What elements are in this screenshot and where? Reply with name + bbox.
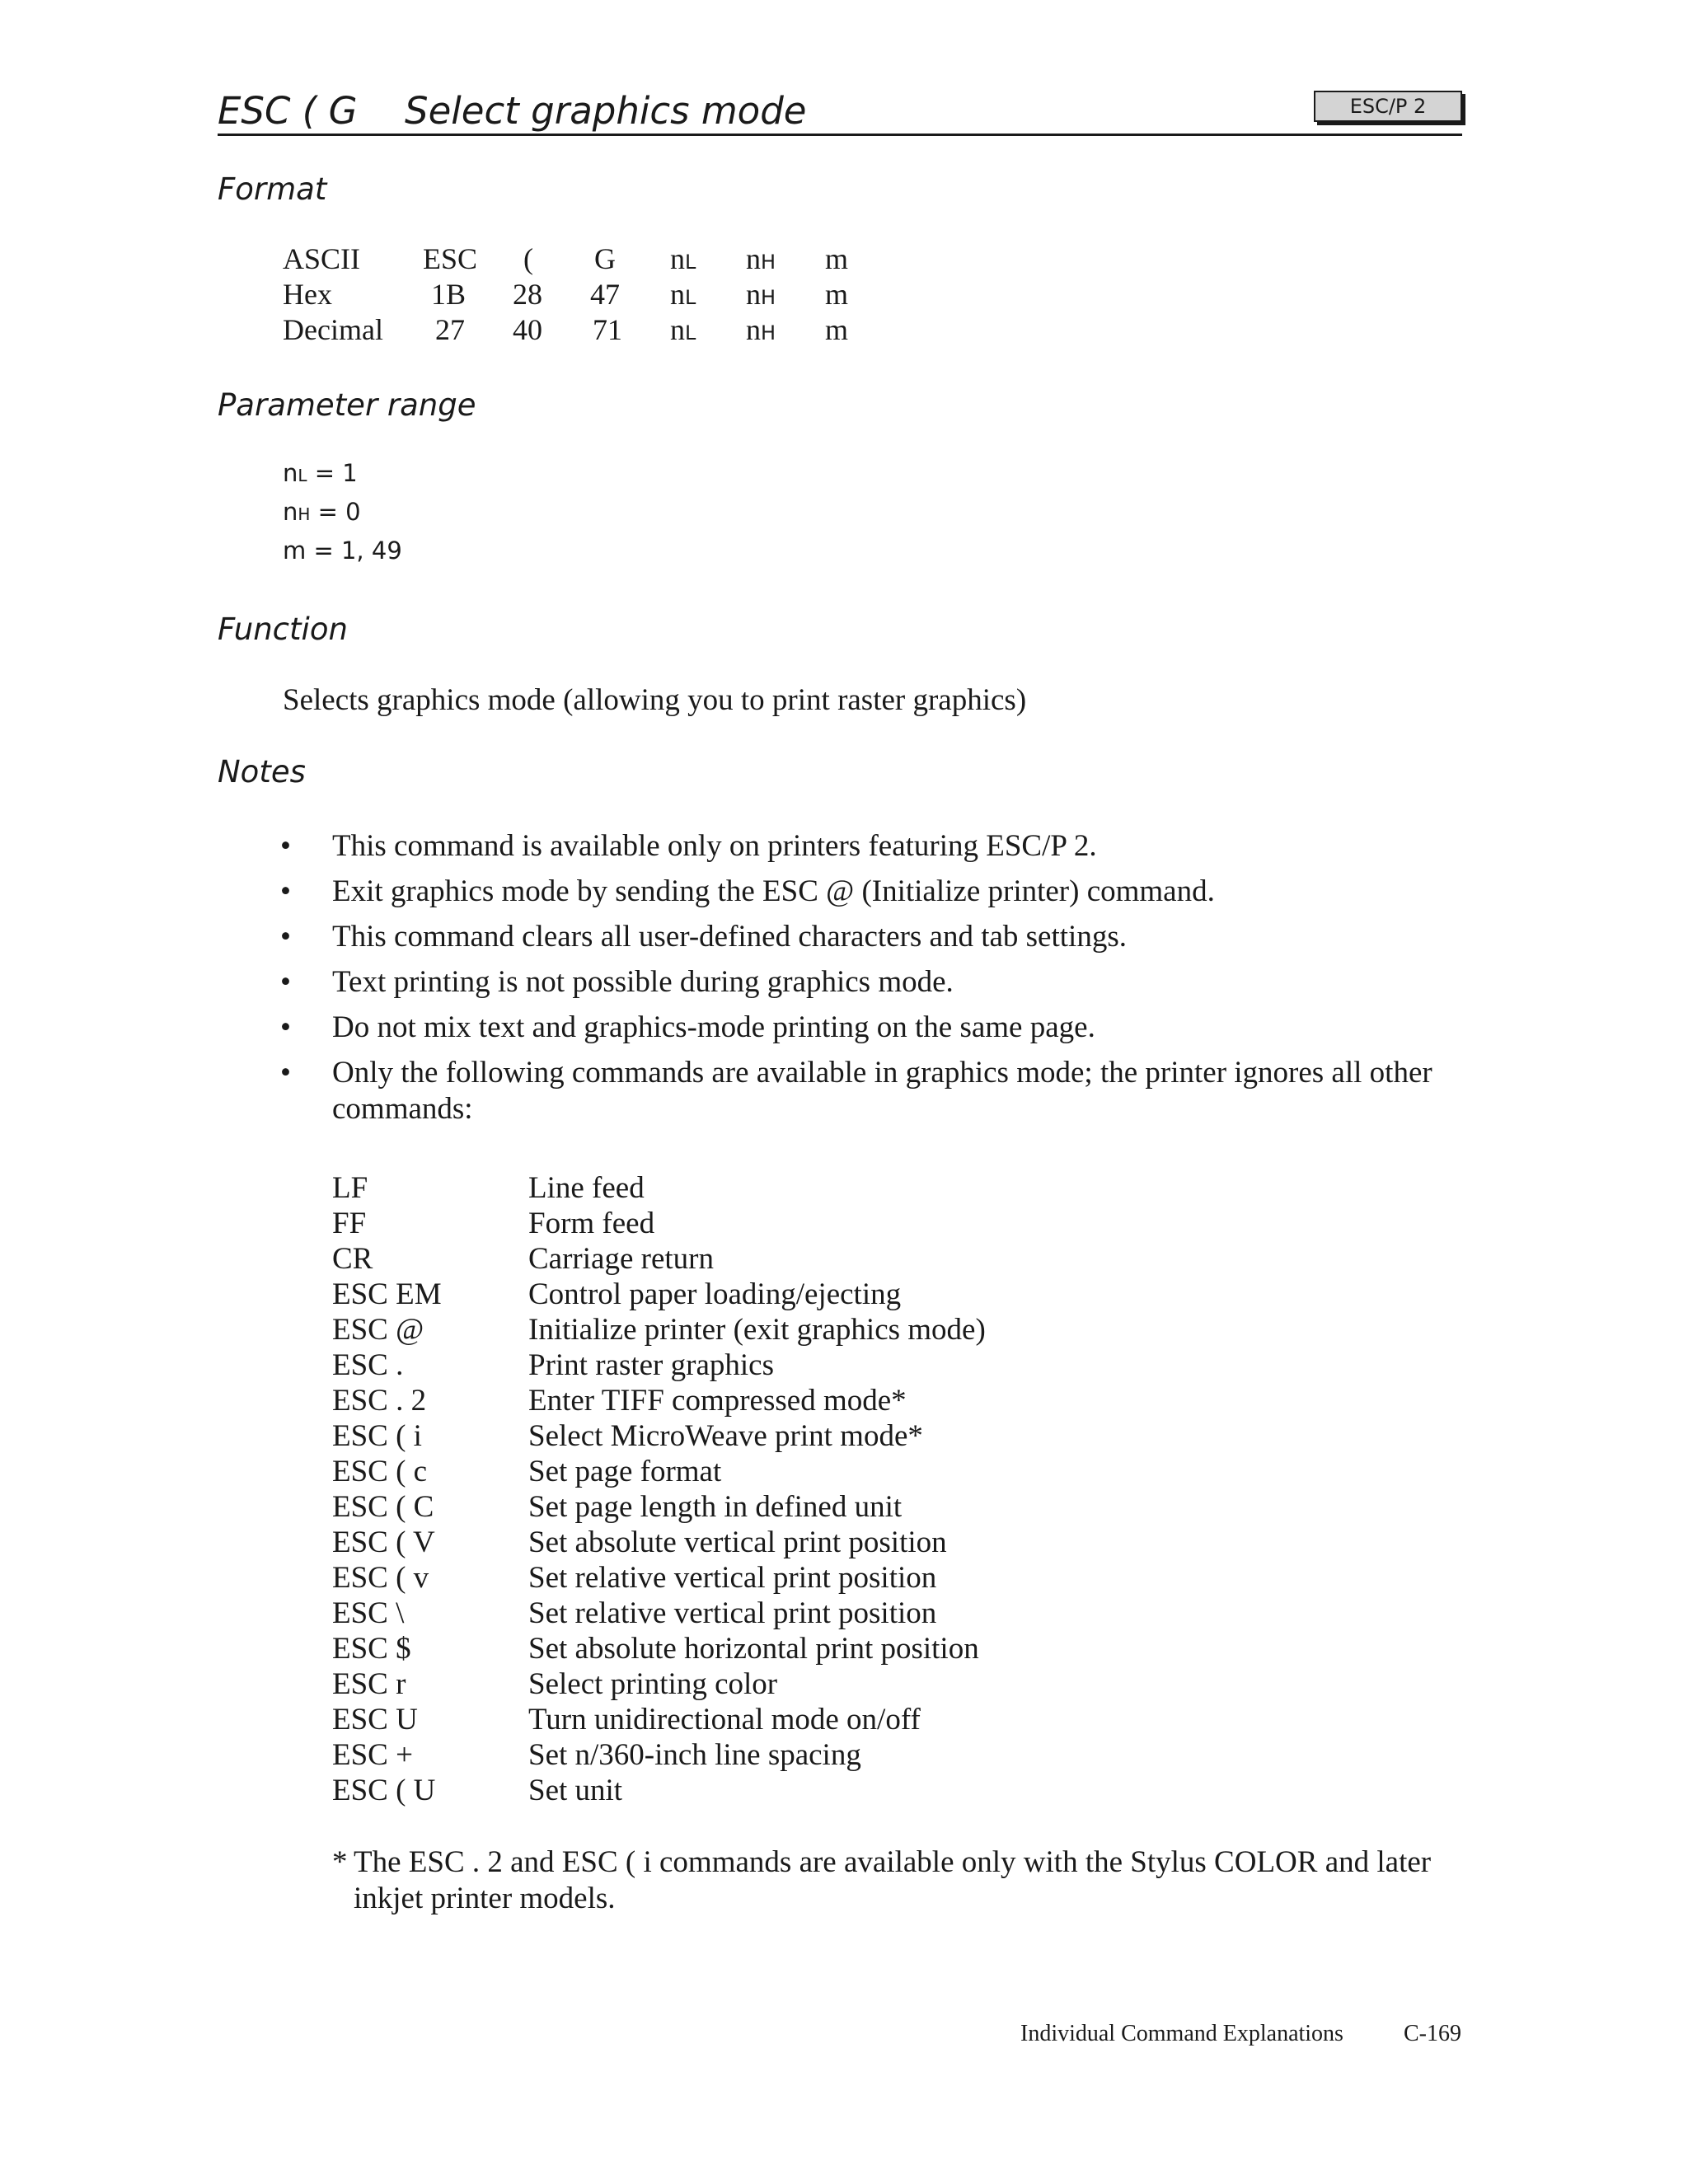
param-nh	[746, 312, 776, 347]
list-item	[280, 874, 1459, 910]
command-code: ESC $	[332, 1632, 411, 1666]
note-text: Do not mix text and graphics-mode printing on the same page.	[332, 1010, 1095, 1044]
command-description: Form feed	[528, 1207, 655, 1240]
param-m: m	[825, 242, 849, 275]
param-base: n	[670, 278, 685, 311]
command-description: Set page length in defined unit	[528, 1490, 903, 1524]
byte-1: 1B	[431, 278, 467, 311]
section-heading-parameter-range: Parameter range	[218, 387, 476, 423]
command-description: Set page format	[528, 1455, 722, 1488]
command-name: ESC ( G	[218, 89, 358, 133]
command-code: ESC +	[332, 1738, 413, 1772]
list-item	[280, 1055, 1459, 1127]
bullet: •	[280, 874, 291, 908]
param-base: n	[283, 459, 298, 487]
param-value: = 1	[307, 459, 358, 487]
param-nh	[746, 241, 776, 276]
param-nh-range	[283, 498, 402, 537]
footer-section-title: Individual Command Explanations	[1020, 2021, 1343, 2046]
command-code: CR	[332, 1242, 373, 1276]
command-description: Turn unidirectional mode on/off	[528, 1703, 921, 1736]
byte-3: G	[594, 242, 616, 275]
param-sub: L	[685, 321, 696, 344]
param-nl	[670, 277, 696, 312]
command-code: FF	[332, 1207, 367, 1240]
footnote	[332, 1844, 1470, 1917]
header-rule	[218, 134, 1462, 136]
param-sub: H	[761, 251, 776, 274]
param-value: = 0	[310, 498, 361, 526]
command-description: Set relative vertical print position	[528, 1596, 937, 1630]
command-code: ESC ( c	[332, 1455, 428, 1488]
section-heading-notes: Notes	[218, 754, 306, 790]
page-title: Select graphics mode	[405, 89, 807, 133]
param-sub: L	[685, 286, 696, 309]
bullet: •	[280, 829, 291, 863]
byte-1: ESC	[423, 242, 478, 275]
footnote-text: The ESC . 2 and ESC ( i commands are available only with the Stylus COLOR and later inkjet printer models.	[354, 1845, 1432, 1915]
bullet: •	[280, 1056, 291, 1090]
param-nl	[670, 241, 696, 276]
byte-2: (	[523, 242, 533, 275]
command-code: ESC ( i	[332, 1419, 422, 1453]
command-code: LF	[332, 1171, 368, 1205]
command-code: ESC @	[332, 1313, 424, 1347]
note-text: Text printing is not possible during graphics mode.	[332, 965, 954, 999]
page-header	[218, 82, 1462, 137]
param-m: m	[825, 313, 849, 346]
command-description: Set n/360-inch line spacing	[528, 1738, 861, 1772]
param-sub: H	[761, 321, 776, 344]
row-label: ASCII	[283, 242, 361, 275]
footnote-marker: *	[332, 1845, 348, 1879]
note-text: This command clears all user-defined characters and tab settings.	[332, 920, 1127, 954]
command-code: ESC . 2	[332, 1384, 427, 1418]
bullet: •	[280, 1010, 291, 1044]
command-description: Print raster graphics	[528, 1348, 774, 1382]
note-text: This command is available only on printers featuring ESC/P 2.	[332, 829, 1097, 863]
function-description: Selects graphics mode (allowing you to print raster graphics)	[283, 683, 1027, 717]
command-description: Set unit	[528, 1774, 623, 1807]
list-item	[280, 964, 1459, 1001]
parameter-list	[283, 459, 402, 575]
param-nl	[670, 312, 696, 347]
bullet: •	[280, 965, 291, 999]
command-code: ESC ( C	[332, 1490, 434, 1524]
param-base: n	[746, 242, 761, 275]
row-label: Decimal	[283, 313, 383, 346]
byte-3: 71	[593, 313, 622, 346]
param-sub: L	[298, 466, 307, 485]
section-heading-format: Format	[218, 171, 327, 207]
param-sub: H	[761, 286, 776, 309]
note-text: Only the following commands are available in graphics mode; the printer ignores all other commands:	[332, 1056, 1432, 1126]
command-description: Set absolute horizontal print position	[528, 1632, 979, 1666]
command-code: ESC .	[332, 1348, 404, 1382]
command-description: Initialize printer (exit graphics mode)	[528, 1313, 986, 1347]
param-base: n	[746, 313, 761, 346]
command-description: Enter TIFF compressed mode*	[528, 1384, 907, 1418]
command-code: ESC r	[332, 1667, 406, 1701]
row-label: Hex	[283, 278, 332, 311]
command-code: ESC ( V	[332, 1526, 435, 1559]
command-code: ESC U	[332, 1703, 418, 1736]
param-nh	[746, 277, 776, 312]
byte-1: 27	[435, 313, 465, 346]
command-description: Set relative vertical print position	[528, 1561, 937, 1595]
section-heading-function: Function	[218, 612, 348, 647]
command-description: Set absolute vertical print position	[528, 1526, 947, 1559]
param-base: n	[283, 498, 298, 526]
param-base: n	[670, 313, 685, 346]
param-m-range: m = 1, 49	[283, 537, 402, 565]
param-nl-range	[283, 459, 402, 498]
notes-list	[280, 828, 1459, 1137]
command-code: ESC ( U	[332, 1774, 436, 1807]
byte-2: 40	[513, 313, 542, 346]
command-code: ESC EM	[332, 1277, 442, 1311]
bullet: •	[280, 920, 291, 954]
command-description: Carriage return	[528, 1242, 714, 1276]
list-item	[280, 828, 1459, 865]
param-sub: L	[685, 251, 696, 274]
param-sub: H	[298, 504, 311, 524]
list-item	[280, 1010, 1459, 1046]
command-description: Line feed	[528, 1171, 645, 1205]
page-number: C-169	[1404, 2021, 1461, 2046]
list-item	[280, 919, 1459, 955]
command-code: ESC ( v	[332, 1561, 429, 1595]
command-description: Control paper loading/ejecting	[528, 1277, 902, 1311]
byte-3: 47	[590, 278, 620, 311]
command-description: Select printing color	[528, 1667, 778, 1701]
command-description: Select MicroWeave print mode*	[528, 1419, 923, 1453]
note-text: Exit graphics mode by sending the ESC @ (Initialize printer) command.	[332, 874, 1215, 908]
esc-p2-badge: ESC/P 2	[1314, 91, 1462, 122]
param-m: m	[825, 278, 849, 311]
byte-2: 28	[513, 278, 542, 311]
param-base: n	[746, 278, 761, 311]
param-base: n	[670, 242, 685, 275]
command-code: ESC \	[332, 1596, 405, 1630]
